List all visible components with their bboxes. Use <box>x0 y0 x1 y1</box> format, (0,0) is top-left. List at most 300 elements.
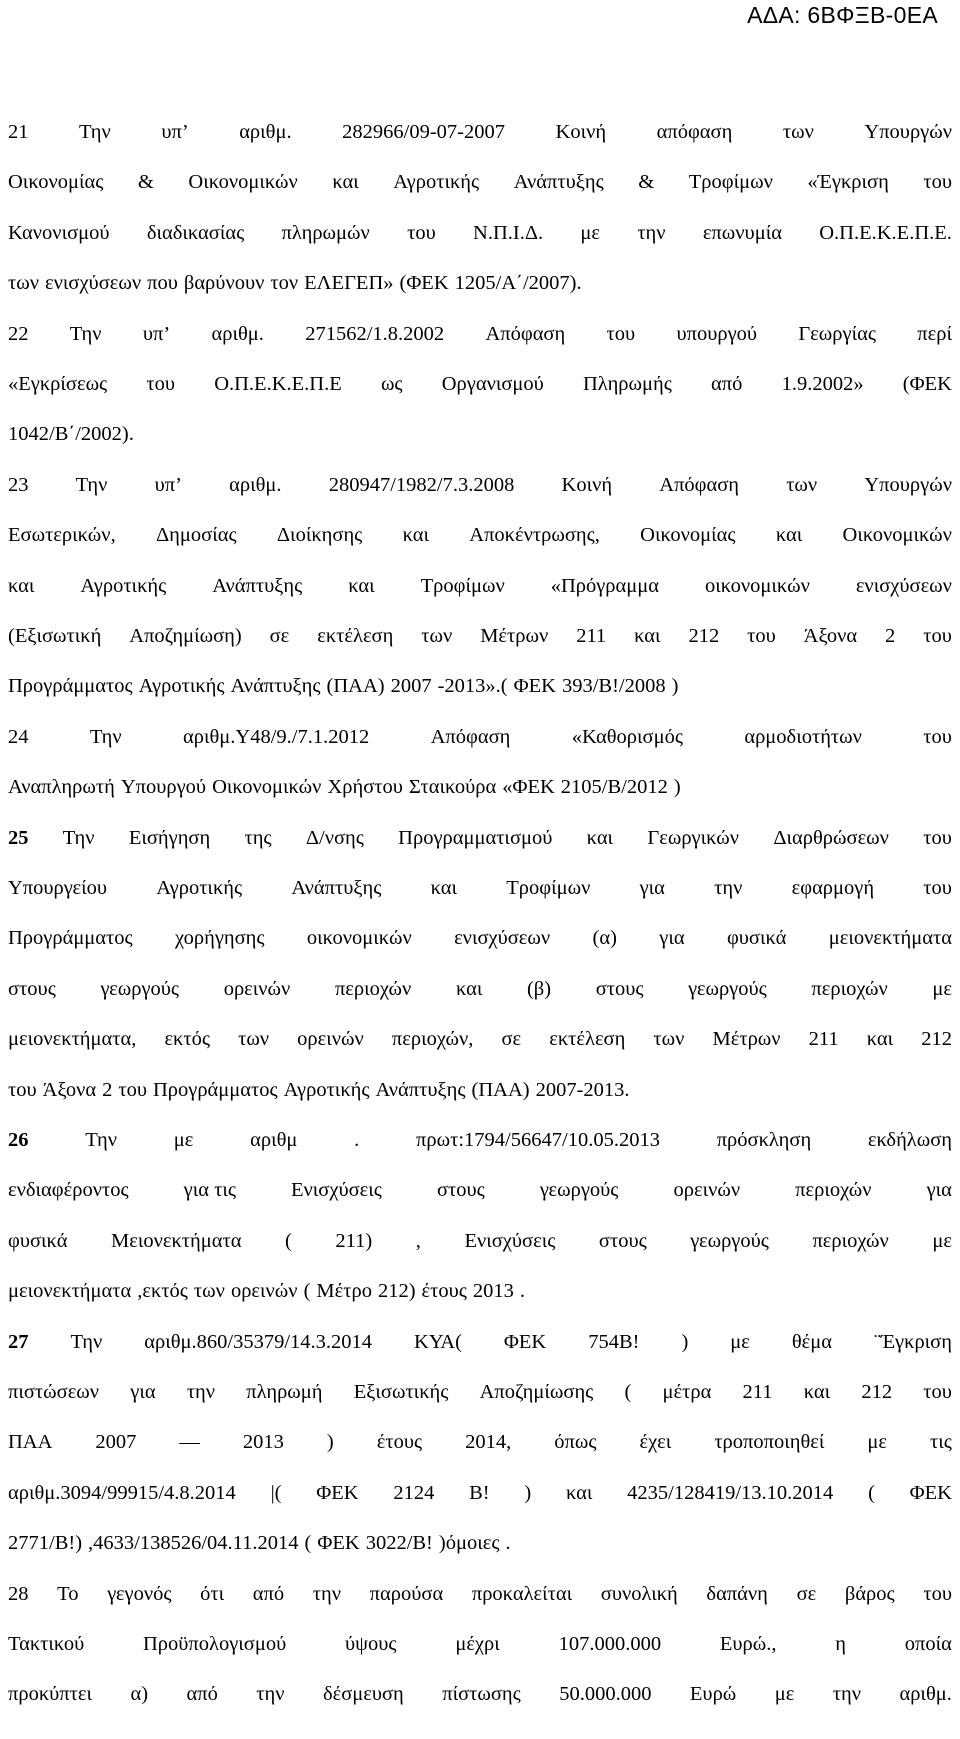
word: (β) <box>526 977 552 1000</box>
word: φυσικά <box>8 1229 68 1252</box>
word: εκτέλεση <box>317 625 394 647</box>
word: του <box>923 1381 952 1403</box>
word: οικονομικών <box>306 927 412 950</box>
word: Αγροτικής <box>283 1078 370 1101</box>
word: 2013 <box>242 1431 284 1454</box>
word: 21 <box>8 121 29 143</box>
word: χορήγησης <box>175 927 265 950</box>
word: ορεινών <box>223 977 291 1000</box>
word: και <box>775 524 803 547</box>
word: 2771/Β!) <box>8 1532 83 1555</box>
word: απόφαση <box>656 121 733 143</box>
word: αριθμ. <box>899 1683 952 1706</box>
word: 50.000.000 <box>559 1683 652 1706</box>
word: 211 <box>808 1028 839 1051</box>
word: μειονεκτήματα, <box>8 1028 137 1051</box>
word: Υπουργείου <box>8 877 108 899</box>
word: του <box>407 221 436 244</box>
word: για <box>926 1179 952 1202</box>
word: Αποζημίωσης <box>479 1381 594 1403</box>
word: τον <box>270 272 299 295</box>
text-line <box>8 420 952 448</box>
word: ΦΕΚ <box>503 1330 547 1353</box>
word: Προγράμματος <box>8 675 133 698</box>
word: Ευρώ <box>689 1683 737 1706</box>
text-line <box>8 1428 952 1456</box>
word: των <box>238 1028 270 1051</box>
word: εκδήλωση <box>867 1129 952 1151</box>
word: 27 <box>8 1330 29 1353</box>
word: Απόφαση <box>485 322 566 345</box>
word: προκαλείται <box>471 1582 573 1605</box>
word: στους <box>595 977 644 1000</box>
word: και <box>402 524 429 547</box>
word: ,εκτός <box>137 1280 188 1303</box>
word: έτους <box>421 1280 467 1303</box>
word: 2 <box>885 625 896 647</box>
word: την <box>832 1683 862 1706</box>
word: πίστωσης <box>442 1683 521 1706</box>
word: διαδικασίας <box>146 221 245 244</box>
word: 2 <box>102 1078 113 1101</box>
word: και <box>803 1381 831 1403</box>
word: 24 <box>8 725 29 748</box>
word: Β! <box>469 1481 490 1504</box>
word: 2124 <box>393 1481 435 1504</box>
word: ΦΕΚ <box>316 1481 359 1504</box>
word: του <box>923 725 952 748</box>
word: )όμοιες <box>438 1532 500 1555</box>
word: επωνυμία <box>702 221 782 244</box>
word: (ΠΑΑ) <box>471 1078 530 1101</box>
word: Εσωτερικών, <box>8 524 116 547</box>
word: (ΠΑΑ) <box>326 675 385 698</box>
word: εφαρμογή <box>791 877 875 899</box>
word: Άξονα <box>42 1078 97 1101</box>
word: από <box>711 373 743 395</box>
word: πιστώσεων <box>8 1381 100 1403</box>
word: αριθμ <box>250 1129 298 1151</box>
word: «ΦΕΚ <box>502 776 555 799</box>
word: ( <box>285 1229 292 1252</box>
word: Οικονομικών <box>188 171 298 194</box>
word: Σταικούρα <box>408 776 497 799</box>
word: παρούσα <box>369 1582 444 1605</box>
text-line <box>8 1277 952 1305</box>
word: 28 <box>8 1582 29 1605</box>
word: και <box>586 826 614 849</box>
word: του <box>923 877 952 899</box>
text-line <box>8 521 952 549</box>
word: βαρύνουν <box>183 272 265 295</box>
word: Ν.Π.Ι.Δ. <box>473 221 544 244</box>
word: οικονομικών <box>705 574 810 597</box>
word: ) <box>671 675 679 698</box>
word: 211 <box>742 1381 773 1403</box>
text-line <box>8 1680 952 1708</box>
word: ) <box>524 1481 532 1504</box>
word: μέχρι <box>455 1633 500 1655</box>
text-line <box>8 1479 952 1507</box>
word: 1042/Β΄/2002). <box>8 423 134 446</box>
word: Την <box>62 826 95 849</box>
word: 211) <box>335 1229 373 1252</box>
word: των <box>193 1280 225 1303</box>
text-line <box>8 219 952 247</box>
word: «Καθορισμός <box>571 725 683 748</box>
text-line <box>8 370 952 398</box>
word: ως <box>380 373 403 395</box>
word: και <box>634 625 661 647</box>
word: Κοινή <box>555 121 607 143</box>
word: Απόφαση <box>659 473 740 496</box>
word: (ΦΕΚ <box>399 272 449 295</box>
word: Αποκέντρωσης, <box>469 524 600 547</box>
word: σε <box>501 1028 522 1051</box>
word: εκτός <box>164 1028 210 1051</box>
word: -2013».( <box>437 675 508 698</box>
word: Διαρθρώσεων <box>773 826 889 849</box>
word: ( <box>303 1280 311 1303</box>
word: 23 <box>8 473 29 496</box>
word: έχει <box>639 1431 672 1454</box>
word: ορεινών <box>230 1280 298 1303</box>
word: οποία <box>904 1633 952 1655</box>
word: ορεινών <box>673 1179 741 1202</box>
word: του <box>8 1078 37 1101</box>
word: Ο.Π.Ε.Κ.Ε.Π.Ε <box>214 373 342 395</box>
word: ) <box>681 1330 689 1353</box>
word: αρμοδιοτήτων <box>744 725 862 748</box>
word: Ανάπτυξης <box>230 675 321 698</box>
word: την <box>637 221 666 244</box>
word: Αγροτικής <box>156 877 243 899</box>
text-line <box>8 622 952 650</box>
word: «Πρόγραμμα <box>550 574 660 597</box>
word: Ενισχύσεις <box>464 1229 556 1252</box>
word: Μέτρο <box>316 1280 372 1303</box>
word: σε <box>269 625 290 647</box>
word: την <box>256 1683 285 1706</box>
word: 212 <box>861 1381 893 1403</box>
word: Το <box>57 1582 79 1605</box>
word: Διοίκησης <box>276 524 363 547</box>
word: Γεωργικών <box>647 826 740 849</box>
word: αριθμ.3094/99915/4.8.2014 <box>8 1481 236 1504</box>
word: 2105/Β/2012 <box>560 776 668 799</box>
word: γεωργούς <box>688 977 767 1000</box>
word: αριθμ. <box>211 322 264 345</box>
word: Υπουργών <box>864 121 952 143</box>
word: με <box>173 1129 194 1151</box>
text-line <box>8 1076 952 1104</box>
word: — <box>179 1431 200 1454</box>
word: Εξισωτικής <box>353 1381 449 1403</box>
word: μειονεκτήματα <box>8 1280 132 1303</box>
word: και <box>866 1028 894 1051</box>
word: 271562/1.8.2002 <box>305 322 445 345</box>
document-code: ΑΔΑ: 6ΒΦΞΒ-0ΕΑ <box>747 2 938 28</box>
word: δέσμευση <box>322 1683 404 1706</box>
word: και <box>430 877 458 899</box>
word: Προγράμματος <box>8 927 133 950</box>
word: Τροφίμων <box>420 574 505 597</box>
word: ενισχύσεων <box>45 272 142 295</box>
text-line <box>8 1529 952 1557</box>
text-line <box>8 672 952 700</box>
word: . <box>505 1532 511 1555</box>
word: φυσικά <box>726 927 787 950</box>
word: ) <box>326 1431 334 1454</box>
text-line <box>8 1630 952 1658</box>
word: και <box>348 574 375 597</box>
word: τις <box>930 1431 952 1454</box>
word: του <box>146 373 176 395</box>
word: «Έγκριση <box>807 171 889 194</box>
word: Την <box>85 1129 118 1151</box>
word: 2007-2013. <box>535 1078 630 1101</box>
word: Οικονομίας <box>640 524 736 547</box>
word: Την <box>75 473 108 496</box>
word: με <box>774 1683 795 1706</box>
word: του <box>606 322 636 345</box>
word: περιοχών <box>811 977 888 1000</box>
word: Προϋπολογισμού <box>143 1633 287 1655</box>
word: και <box>455 977 483 1000</box>
text-line <box>8 1227 952 1255</box>
word: Αγροτικής <box>80 574 167 597</box>
word: αριθμ. <box>229 473 282 496</box>
word: μειονεκτήματα <box>828 927 952 950</box>
word: Οικονομικών <box>212 776 322 799</box>
word: την <box>714 877 743 899</box>
word: (ΦΕΚ <box>902 373 952 395</box>
text-line <box>8 471 952 499</box>
word: από <box>186 1683 218 1706</box>
word: Μέτρων <box>480 625 549 647</box>
text-line <box>8 975 952 1003</box>
word: και <box>565 1481 593 1504</box>
word: αριθμ.Υ48/9./7.1.2012 <box>182 725 370 748</box>
word: Την <box>70 1330 103 1353</box>
word: 393/Β!/2008 <box>561 675 666 698</box>
word: ενισχύσεων <box>454 927 551 950</box>
word: για <box>130 1381 156 1403</box>
text-line <box>8 1176 952 1204</box>
word: του <box>923 1582 952 1605</box>
word: μέτρα <box>662 1381 712 1403</box>
word: Πληρωμής <box>583 373 672 395</box>
word: αριθμ.860/35379/14.3.2014 <box>144 1330 373 1353</box>
word: Κοινή <box>561 473 613 496</box>
word: με <box>867 1431 888 1454</box>
word: Την <box>79 121 111 143</box>
word: Ανάπτυξης <box>212 574 303 597</box>
text-line <box>8 118 952 146</box>
word: της <box>244 826 272 849</box>
word: πληρωμή <box>246 1381 323 1403</box>
word: πρόσκληση <box>716 1129 812 1151</box>
word: υπ’ <box>142 322 171 345</box>
word: Τροφίμων <box>506 877 591 899</box>
word: «Εγκρίσεως <box>8 373 108 395</box>
text-line <box>8 269 952 297</box>
word: ύψους <box>345 1633 397 1655</box>
word: γεωργούς <box>690 1229 769 1252</box>
text-line <box>8 320 952 348</box>
word: προκύπτει <box>8 1683 93 1706</box>
word: περί <box>917 322 952 345</box>
word: Οικονομίας <box>8 171 104 194</box>
word: στους <box>8 977 56 1000</box>
word: για <box>659 927 685 950</box>
word: Αποζημίωση) <box>129 625 242 647</box>
word: των <box>653 1028 685 1051</box>
word: 4235/128419/13.10.2014 <box>627 1481 834 1504</box>
word: των <box>782 121 814 143</box>
word: ¨Έγκριση <box>874 1330 952 1353</box>
word: ότι <box>200 1582 225 1605</box>
word: Μειονεκτήματα <box>111 1229 242 1252</box>
word: ) <box>673 776 681 799</box>
word: την <box>186 1381 216 1403</box>
word: Προγράμματος <box>152 1078 278 1101</box>
word: των <box>8 272 40 295</box>
word: . <box>354 1129 360 1151</box>
text-line <box>8 824 952 852</box>
word: περιοχών <box>795 1179 872 1202</box>
word: Οικονομικών <box>842 524 952 547</box>
word: του <box>923 826 952 849</box>
word: Απόφαση <box>430 725 511 748</box>
text-line <box>8 572 952 600</box>
word: . <box>519 1280 526 1303</box>
word: & <box>638 171 655 194</box>
word: η <box>835 1633 847 1655</box>
word: ΠΑΑ <box>8 1431 53 1454</box>
word: 2014, <box>465 1431 512 1454</box>
word: των <box>421 625 453 647</box>
word: του <box>118 1078 147 1101</box>
word: την <box>312 1582 342 1605</box>
word: γεγονός <box>107 1582 172 1605</box>
text-line <box>8 924 952 952</box>
word: Ανάπτυξης <box>291 877 382 899</box>
word: υπ’ <box>154 473 182 496</box>
word: α) <box>130 1683 149 1706</box>
word: (α) <box>592 927 617 950</box>
word: ορεινών <box>297 1028 364 1051</box>
word: Ο.Π.Ε.Κ.Ε.Π.Ε. <box>819 221 952 244</box>
word: έτους <box>376 1431 423 1454</box>
word: υπουργού <box>676 322 758 345</box>
word: ενδιαφέροντος <box>8 1179 129 1202</box>
word: 2007 <box>390 675 432 698</box>
text-line <box>8 723 952 751</box>
word: Εισήγηση <box>128 826 211 849</box>
word: και <box>332 171 359 194</box>
text-line <box>8 1580 952 1608</box>
word: ( <box>868 1481 875 1504</box>
word: ΦΕΚ <box>513 675 556 698</box>
word: 3022/Β! <box>365 1532 433 1555</box>
text-line <box>8 1378 952 1406</box>
word: αριθμ. <box>239 121 292 143</box>
word: και <box>8 574 35 597</box>
word: 107.000.000 <box>558 1633 662 1655</box>
word: με <box>932 977 952 1000</box>
word: του <box>747 625 776 647</box>
word: 25 <box>8 826 29 849</box>
text-line <box>8 773 952 801</box>
word: βάρος <box>844 1582 895 1605</box>
word: γεωργούς <box>100 977 180 1000</box>
word: Την <box>69 322 102 345</box>
word: 212) <box>377 1280 416 1303</box>
word: (Εξισωτική <box>8 625 102 647</box>
word: πρωτ:1794/56647/10.05.2013 <box>416 1129 660 1151</box>
word: 211 <box>576 625 607 647</box>
word: όπως <box>554 1431 597 1454</box>
text-line <box>8 1126 952 1154</box>
word: Ευρώ., <box>719 1633 777 1655</box>
word: για τις <box>183 1179 236 1202</box>
word: στους <box>598 1229 647 1252</box>
word: Δ/νσης <box>305 826 364 849</box>
word: ( <box>304 1532 312 1555</box>
word: 1205/Α΄/2007). <box>454 272 582 295</box>
word: που <box>147 272 178 295</box>
word: Οργανισμού <box>441 373 544 395</box>
word: υπ’ <box>161 121 189 143</box>
word: 280947/1982/7.3.2008 <box>328 473 515 496</box>
word: Υπουργών <box>864 473 952 496</box>
word: συνολική <box>600 1582 678 1605</box>
word: 282966/09-07-2007 <box>342 121 505 143</box>
word: Αγροτικής <box>393 171 480 194</box>
word: ΕΛΕΓΕΠ» <box>304 272 394 295</box>
word: με <box>730 1330 750 1353</box>
word: Αναπληρωτή <box>8 776 115 799</box>
word: Μέτρων <box>712 1028 781 1051</box>
word: σε <box>796 1582 817 1605</box>
word: 22 <box>8 322 29 345</box>
word: |( <box>270 1481 282 1504</box>
word: 212 <box>688 625 720 647</box>
word: Ενισχύσεις <box>291 1179 382 1202</box>
word: Ανάπτυξης <box>375 1078 466 1101</box>
word: 754Β! <box>588 1330 640 1353</box>
word: Ανάπτυξης <box>513 171 604 194</box>
word: με <box>932 1229 952 1252</box>
text-line <box>8 1328 952 1356</box>
word: Τακτικού <box>8 1633 85 1655</box>
text-line <box>8 874 952 902</box>
word: ( <box>624 1381 632 1403</box>
text-line <box>8 1025 952 1053</box>
word: ενισχύσεων <box>855 574 952 597</box>
text-line <box>8 168 952 196</box>
word: Τροφίμων <box>688 171 773 194</box>
word: 1.9.2002» <box>781 373 864 395</box>
word: & <box>137 171 154 194</box>
word: στους <box>436 1179 485 1202</box>
word: 212 <box>921 1028 952 1051</box>
word: ΦΕΚ <box>909 1481 952 1504</box>
word: περιοχών <box>812 1229 889 1252</box>
word: ,4633/138526/04.11.2014 <box>88 1532 299 1555</box>
word: με <box>580 221 601 244</box>
